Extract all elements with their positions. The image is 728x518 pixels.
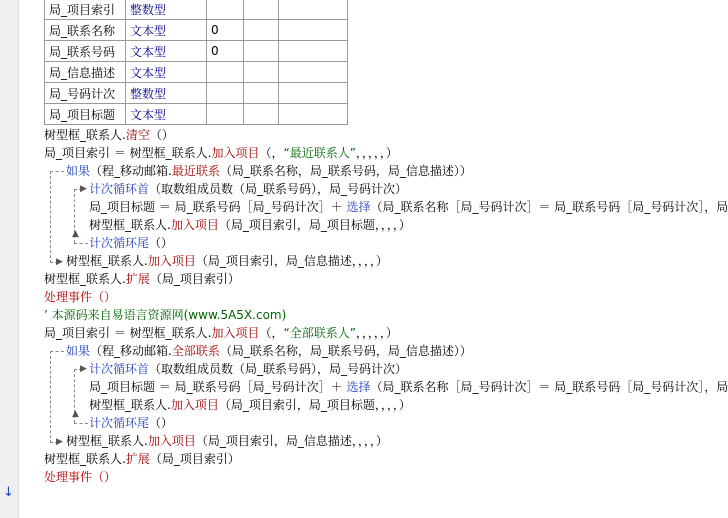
args-text: （， [259, 146, 284, 160]
local-variable-table [44, 0, 348, 125]
string-literal: “全部联系人” [283, 326, 356, 340]
table-row[interactable] [45, 41, 348, 62]
var-static-cell[interactable] [207, 104, 244, 125]
var-array-cell[interactable] [244, 41, 279, 62]
table-row[interactable] [45, 104, 348, 125]
method-name: 处理事件 [44, 290, 93, 304]
method-name: 处理事件 [44, 470, 93, 484]
args-text: （局_项目索引，局_项目标题，，，，） [218, 398, 411, 412]
flow-guide-line [74, 423, 88, 424]
var-static-cell[interactable] [207, 62, 244, 83]
method-name: 清空 [125, 128, 150, 142]
string-literal: “最近联系人” [283, 146, 356, 160]
keyword: 选择 [346, 200, 371, 214]
code-line[interactable] [44, 468, 116, 486]
keyword: 计次循环尾 [89, 416, 150, 430]
assignment-text: 局_项目索引 ＝ 树型框_联系人. [44, 146, 212, 160]
code-line[interactable] [89, 198, 728, 216]
code-line[interactable] [44, 270, 240, 288]
flow-arrow-icon: ▶ [80, 364, 87, 374]
args-text: （） [149, 128, 174, 142]
var-array-cell[interactable] [244, 104, 279, 125]
args-text: ，，，，，） [355, 146, 398, 160]
var-name-cell[interactable]: 局_号码计次 [45, 83, 126, 104]
table-row[interactable] [45, 62, 348, 83]
flow-arrow-icon: ▶ [56, 257, 63, 267]
args-text: （局_联系名称，局_联系号码，局_信息描述）） [219, 344, 472, 358]
var-name-cell[interactable]: 局_项目索引 [45, 0, 126, 20]
code-line[interactable] [66, 252, 388, 270]
args-text: （局_项目索引，局_信息描述，，，，） [195, 254, 388, 268]
args-text: （局_项目索引，局_信息描述，，，，） [195, 434, 388, 448]
code-line[interactable] [44, 306, 286, 324]
object-ref: 树型框_联系人. [66, 254, 148, 268]
table-row[interactable] [45, 0, 348, 20]
method-name: 加入项目 [170, 398, 219, 412]
flow-guide-line [50, 351, 51, 443]
var-name-cell[interactable]: 局_项目标题 [45, 104, 126, 125]
method-name: 扩展 [125, 452, 150, 466]
keyword: 计次循环尾 [89, 236, 150, 250]
keyword: 选择 [346, 380, 371, 394]
flow-arrow-icon: ▲ [72, 409, 79, 419]
var-remark-cell[interactable] [279, 62, 348, 83]
code-line[interactable] [89, 180, 407, 198]
args-text: （） [92, 470, 117, 484]
down-arrow-icon[interactable]: ↓ [3, 485, 14, 500]
code-line[interactable] [89, 216, 411, 234]
method-name: 加入项目 [211, 326, 260, 340]
var-type-cell[interactable]: 文本型 [126, 62, 207, 83]
var-static-cell[interactable]: 0 [207, 41, 244, 62]
object-ref: 树型框_联系人. [44, 128, 126, 142]
method-name: 扩展 [125, 272, 150, 286]
code-line[interactable] [66, 342, 472, 360]
object-ref: 树型框_联系人. [66, 434, 148, 448]
var-array-cell[interactable] [244, 62, 279, 83]
flow-guide-line [50, 171, 51, 263]
args-text: （局_联系名称［局_号码计次］＝ 局_联系号码［局_号码计次］，局 [370, 200, 728, 214]
flow-arrow-icon: ▶ [56, 437, 63, 447]
args-text: （取数组成员数（局_联系号码），局_号码计次） [149, 182, 408, 196]
flow-arrow-icon: ▶ [80, 184, 87, 194]
var-static-cell[interactable] [207, 0, 244, 20]
var-remark-cell[interactable] [279, 20, 348, 41]
args-text: （局_项目索引，局_项目标题，，，，） [218, 218, 411, 232]
var-remark-cell[interactable] [279, 41, 348, 62]
args-text: （） [149, 416, 174, 430]
var-array-cell[interactable] [244, 0, 279, 20]
var-remark-cell[interactable] [279, 104, 348, 125]
code-line[interactable] [89, 414, 173, 432]
code-line[interactable] [89, 234, 173, 252]
code-line[interactable] [44, 288, 116, 306]
var-type-cell[interactable]: 文本型 [126, 20, 207, 41]
var-name-cell[interactable]: 局_联系号码 [45, 41, 126, 62]
assignment-text: 局_项目索引 ＝ 树型框_联系人. [44, 326, 212, 340]
code-line[interactable] [89, 378, 728, 396]
var-array-cell[interactable] [244, 83, 279, 104]
comment-text: ’ 本源码来自易语言资源网(www.5A5X.com) [44, 308, 287, 322]
keyword: 如果 [66, 164, 91, 178]
code-line[interactable] [44, 144, 398, 162]
code-line[interactable] [89, 360, 407, 378]
var-remark-cell[interactable] [279, 0, 348, 20]
flow-guide-line [50, 171, 64, 172]
args-text: （局_项目索引） [149, 272, 240, 286]
table-row[interactable] [45, 20, 348, 41]
code-line[interactable] [89, 396, 411, 414]
keyword: 计次循环首 [89, 182, 150, 196]
args-text: （） [149, 236, 174, 250]
editor-gutter [0, 0, 19, 518]
object-ref: 树型框_联系人. [44, 272, 126, 286]
method-name: 加入项目 [147, 434, 196, 448]
var-static-cell[interactable] [207, 83, 244, 104]
code-line[interactable] [66, 162, 472, 180]
args-text: （） [92, 290, 117, 304]
var-type-cell[interactable]: 文本型 [126, 104, 207, 125]
method-name: 最近联系 [171, 164, 220, 178]
keyword: 计次循环首 [89, 362, 150, 376]
var-name-cell[interactable]: 局_信息描述 [45, 62, 126, 83]
method-name: 加入项目 [211, 146, 260, 160]
flow-guide-line [50, 351, 64, 352]
args-text: （取数组成员数（局_联系号码），局_号码计次） [149, 362, 408, 376]
flow-guide-line [74, 243, 88, 244]
object-ref: 树型框_联系人. [89, 218, 171, 232]
object-ref: （程_移动邮箱. [90, 164, 172, 178]
object-ref: 树型框_联系人. [44, 452, 126, 466]
args-text: ，，，，，） [355, 326, 398, 340]
method-name: 全部联系 [171, 344, 220, 358]
args-text: （， [259, 326, 284, 340]
object-ref: （程_移动邮箱. [90, 344, 172, 358]
table-row[interactable] [45, 83, 348, 104]
var-static-cell[interactable]: 0 [207, 20, 244, 41]
assignment-text: 局_项目标题 ＝ 局_联系号码［局_号码计次］＋ [89, 200, 347, 214]
var-type-cell[interactable]: 文本型 [126, 41, 207, 62]
code-line[interactable] [44, 450, 240, 468]
keyword: 如果 [66, 344, 91, 358]
var-type-cell[interactable]: 整数型 [126, 0, 207, 20]
var-remark-cell[interactable] [279, 83, 348, 104]
args-text: （局_项目索引） [149, 452, 240, 466]
flow-arrow-icon: ▲ [72, 229, 79, 239]
code-line[interactable] [44, 126, 174, 144]
var-array-cell[interactable] [244, 20, 279, 41]
method-name: 加入项目 [170, 218, 219, 232]
object-ref: 树型框_联系人. [89, 398, 171, 412]
var-name-cell[interactable]: 局_联系名称 [45, 20, 126, 41]
assignment-text: 局_项目标题 ＝ 局_联系号码［局_号码计次］＋ [89, 380, 347, 394]
args-text: （局_联系名称，局_联系号码，局_信息描述）） [219, 164, 472, 178]
code-line[interactable] [66, 432, 388, 450]
args-text: （局_联系名称［局_号码计次］＝ 局_联系号码［局_号码计次］，局 [370, 380, 728, 394]
method-name: 加入项目 [147, 254, 196, 268]
var-type-cell[interactable]: 整数型 [126, 83, 207, 104]
code-line[interactable] [44, 324, 398, 342]
